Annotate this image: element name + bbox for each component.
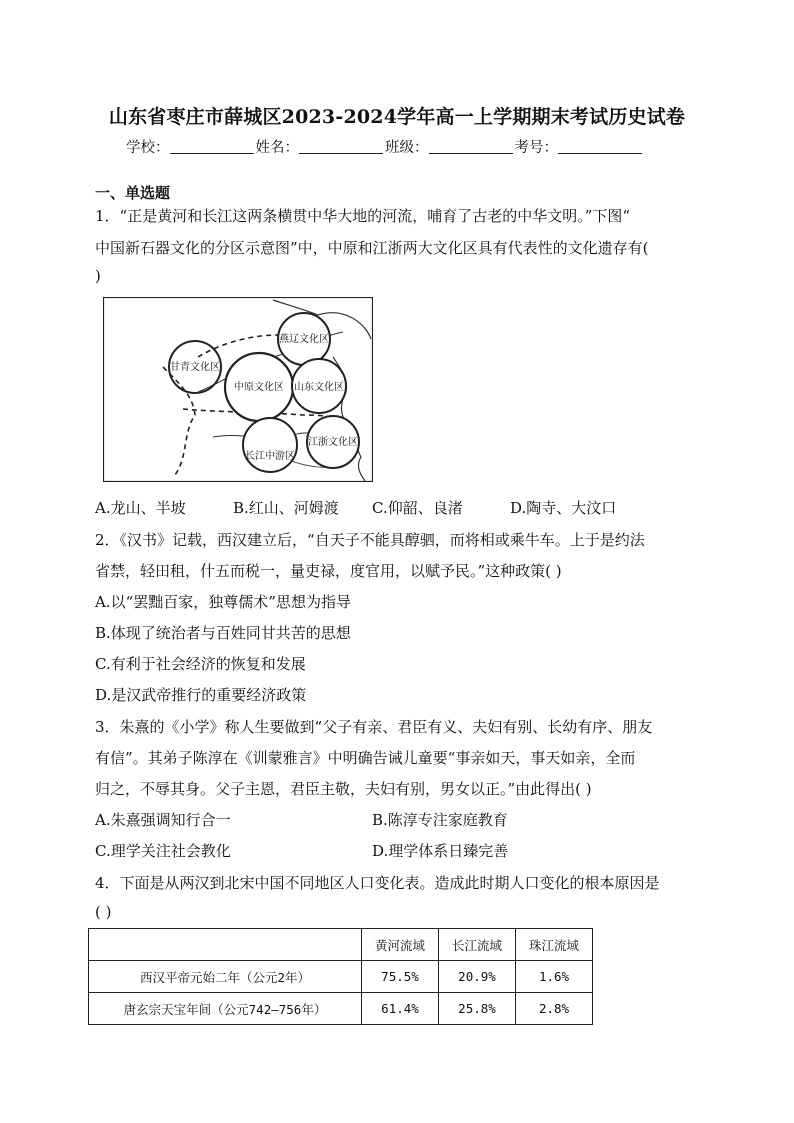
map-label-changjiang: 长江中游区 [245, 451, 295, 462]
table-row [89, 993, 593, 1025]
table-cell: 25.8% [439, 993, 516, 1025]
q2-option-b[interactable]: B.体现了统治者与百姓同甘共苦的思想 [95, 624, 351, 642]
q2-option-a[interactable]: A.以“罢黜百家，独尊儒术”思想为指导 [95, 593, 351, 611]
table-cell: 1.6% [516, 961, 593, 993]
q2-option-c[interactable]: C.有利于社会经济的恢复和发展 [95, 655, 306, 673]
exam-number-label: 考号： [514, 140, 558, 156]
map-label-ganqing: 甘青文化区 [170, 362, 220, 373]
table-cell: 61.4% [362, 993, 439, 1025]
q3-option-a[interactable]: A.朱熹强调知行合一 [95, 811, 231, 829]
q3-line-2: 有信”。其弟子陈淳在《训蒙雅言》中明确告诫儿童要“事亲如天，事天如亲，全而 [95, 749, 636, 767]
q1-line-2: 中国新石器文化的分区示意图”中，中原和江浙两大文化区具有代表性的文化遗存有( [95, 239, 649, 257]
q1-line-3: ) [95, 267, 101, 285]
q1-option-c[interactable]: C.仰韶、良渚 [372, 499, 463, 517]
map-label-jiangzhe: 江浙文化区 [308, 437, 358, 448]
table-header-cell [89, 929, 362, 961]
table-cell: 20.9% [439, 961, 516, 993]
table-header-cell: 珠江流域 [516, 929, 593, 961]
q1-option-a[interactable]: A.龙山、半坡 [95, 499, 186, 517]
q1-option-d[interactable]: D.陶寺、大汶口 [510, 499, 617, 517]
table-cell: 75.5% [362, 961, 439, 993]
q3-line-3: 归之，不辱其身。父子主恩，君臣主敬，夫妇有别，男女以正。”由此得出( ) [95, 780, 592, 798]
neolithic-culture-map [103, 297, 373, 482]
q2-option-d[interactable]: D.是汉武帝推行的重要经济政策 [95, 686, 307, 704]
q3-line-1: 3．朱熹的《小学》称人生要做到“父子有亲、君臣有义、夫妇有别、长幼有序、朋友 [95, 718, 653, 736]
section-heading: 一、单选题 [95, 184, 171, 202]
q1-line-1: 1．“正是黄河和长江这两条横贯中华大地的河流，哺育了古老的中华文明。”下图“ [95, 207, 631, 225]
school-label: 学校： [126, 140, 170, 156]
map-label-zhongyuan: 中原文化区 [234, 382, 284, 393]
exam-number-blank[interactable] [558, 139, 642, 154]
q1-option-b[interactable]: B.红山、河姆渡 [233, 499, 339, 517]
table-header-row [89, 929, 593, 961]
student-info-line [126, 136, 644, 157]
q3-option-d[interactable]: D.理学体系日臻完善 [372, 842, 509, 860]
q2-line-2: 省禁，轻田租，什五而税一，量吏禄，度官用，以赋予民。”这种政策( ) [95, 562, 562, 580]
exam-title: 山东省枣庄市薛城区2023-2024学年高一上学期期末考试历史试卷 [108, 106, 686, 128]
q4-line-1: 4．下面是从两汉到北宋中国不同地区人口变化表。造成此时期人口变化的根本原因是 [95, 874, 660, 892]
class-label: 班级： [385, 140, 429, 156]
map-label-yanliao: 燕辽文化区 [279, 334, 329, 345]
name-blank[interactable] [299, 139, 383, 154]
table-row [89, 961, 593, 993]
q3-option-b[interactable]: B.陈淳专注家庭教育 [372, 811, 508, 829]
table-header-cell: 黄河流域 [362, 929, 439, 961]
table-cell: 2.8% [516, 993, 593, 1025]
q3-option-c[interactable]: C.理学关注社会教化 [95, 842, 231, 860]
name-label: 姓名： [255, 140, 299, 156]
table-header-cell: 长江流域 [439, 929, 516, 961]
school-blank[interactable] [170, 139, 254, 154]
table-cell: 唐玄宗天宝年间（公元742—756年） [89, 993, 362, 1025]
map-label-shandong: 山东文化区 [294, 382, 344, 393]
class-blank[interactable] [429, 139, 513, 154]
population-table [88, 928, 593, 1025]
table-cell: 西汉平帝元始二年（公元2年） [89, 961, 362, 993]
q2-line-1: 2．《汉书》记载，西汉建立后，“自天子不能具醇驷，而将相或乘牛车。上于是约法 [95, 531, 645, 549]
q4-line-2: ( ) [95, 903, 112, 921]
